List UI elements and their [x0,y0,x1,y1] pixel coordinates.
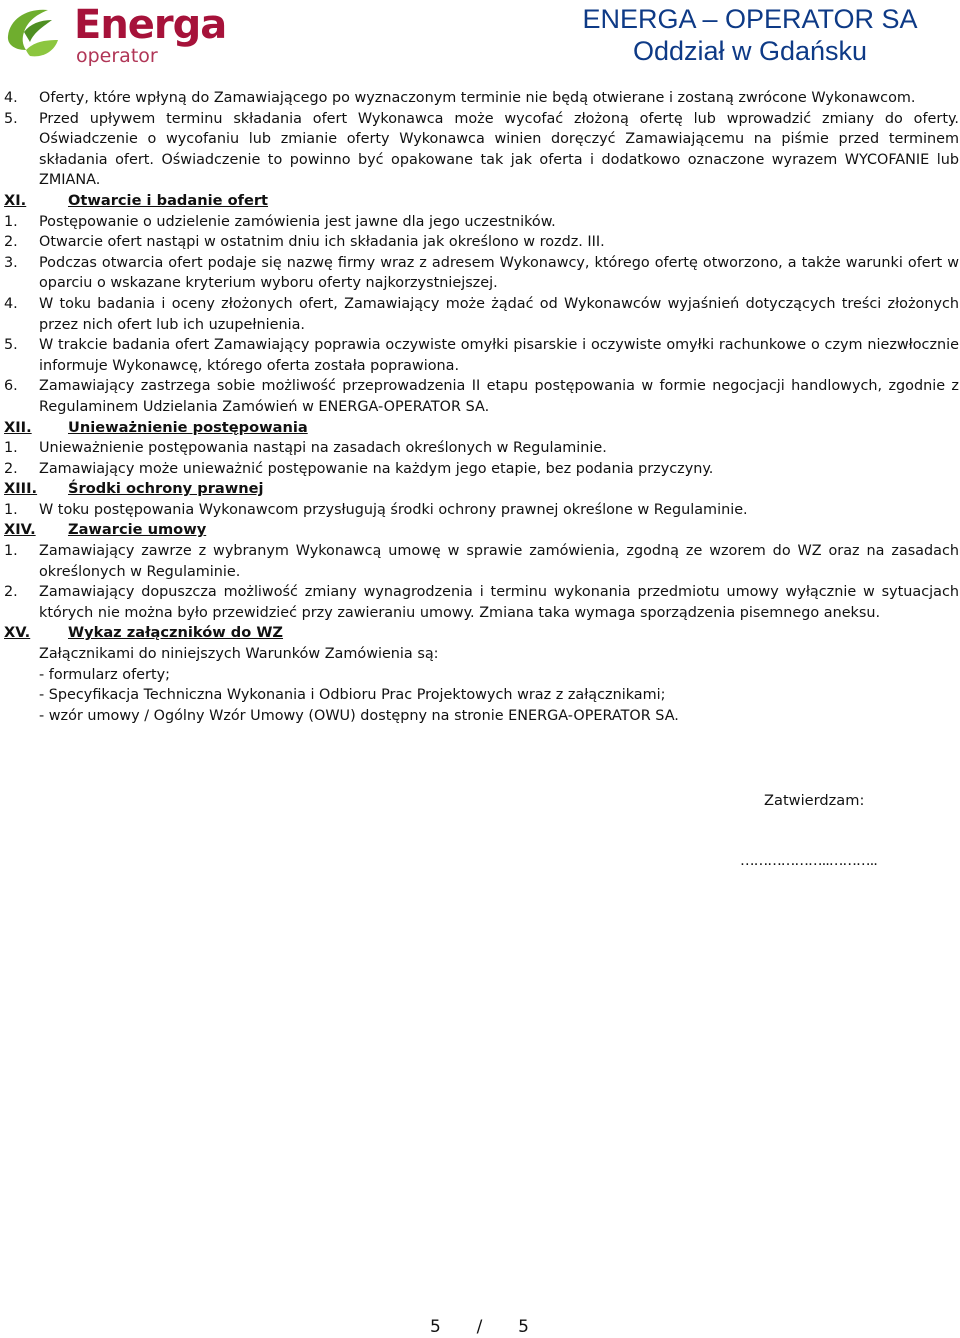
list-item [4,438,959,459]
leaf-icon [4,6,68,62]
company-name-block [540,3,960,67]
list-item [4,232,959,253]
section-number: XIII. [4,480,38,498]
company-name: ENERGA – OPERATOR SA [582,4,918,34]
section-title: Zawarcie umowy [68,521,207,539]
attachment-item: - wzór umowy / Ogólny Wzór Umowy (OWU) dostępny na stronie ENERGA-OPERATOR SA. [39,707,679,724]
section-title: Otwarcie i badanie ofert [68,191,269,209]
page-number [0,1317,960,1337]
item-number: 4. [4,295,18,312]
item-text: Zamawiający może unieważnić postępowanie na każdym jego etapie, bez podania przyczyny. [39,460,714,477]
section-number: XII. [4,418,32,436]
attachment-item: - Specyfikacja Techniczna Wykonania i Odbioru Prac Projektowych wraz z załącznikami; [39,687,666,704]
section-heading [4,191,959,212]
attachment-item: - formularz oferty; [39,666,170,683]
document-body [4,88,959,726]
item-text: W toku postępowania Wykonawcom przysługują środki ochrony prawnej określone w Regulaminie. [39,501,748,518]
item-text: Zamawiający zawrze z wybranym Wykonawcą umowę w sprawie zamówienia, zgodną ze wzorem do WZ oraz na zasadach określonych w Regulaminie. [39,543,959,580]
logo-subtitle: operator [76,45,158,67]
list-item [4,500,959,521]
item-text: W trakcie badania ofert Zamawiający poprawia oczywiste omyłki pisarskie i oczywiste omyłki rachunkowe o czym niezwłocznie informuje Wykonawcę, którego oferta została poprawiona. [39,337,959,374]
current-page: 5 [429,1317,442,1337]
attachments-intro: Załącznikami do niniejszych Warunków Zamówienia są: [39,646,439,663]
section-number: XIV. [4,521,36,539]
item-number: 5. [4,337,18,354]
section-heading [4,479,959,500]
list-item [4,109,959,191]
item-number: 6. [4,378,18,395]
section-number: XI. [4,191,27,209]
section-number: XV. [4,624,31,642]
list-item [4,88,959,109]
page-header [0,0,960,80]
total-pages: 5 [518,1317,530,1337]
section-heading [4,520,959,541]
section-title: Wykaz załączników do WZ [68,624,284,642]
item-number: 5. [4,110,18,127]
approval-label: Zatwierdzam: [764,792,865,809]
item-number: 1. [4,501,18,518]
item-number: 2. [4,584,18,601]
list-item [4,459,959,480]
section-title: Unieważnienie postępowania [68,418,308,436]
item-number: 3. [4,254,18,271]
item-text: W toku badania i oceny złożonych ofert, Zamawiający może żądać od Wykonawców wyjaśnień dotyczących treści złożonych przez nich ofert lub ich uzupełnienia. [39,295,959,333]
signature-line: ………………..……….. [740,852,877,869]
section-heading [4,623,959,644]
logo-wordmark: Energa [74,2,227,48]
item-text: Zamawiający zastrzega sobie możliwość przeprowadzenia II etapu postępowania w formie negocjacji handlowych, zgodnie z Regulaminem Udzielania Zamówień w ENERGA-OPERATOR SA. [39,378,959,415]
list-item [4,582,959,623]
section-heading [4,418,959,439]
branch-name: Oddział w Gdańsku [632,36,868,66]
item-number: 2. [4,234,18,251]
item-text: Postępowanie o udzielenie zamówienia jest jawne dla jego uczestników. [39,213,556,230]
item-text: Unieważnienie postępowania nastąpi na zasadach określonych w Regulaminie. [39,440,607,457]
list-item [4,376,959,417]
list-item [4,212,959,233]
item-text: Oferty, które wpłyną do Zamawiającego po wyznaczonym terminie nie będą otwierane i zostaną zwrócone Wykonawcom. [39,90,916,106]
list-item [4,253,959,294]
item-text: Przed upływem terminu składania ofert Wykonawca może wycofać złożoną ofertę lub wprowadzić zmiany do oferty. Oświadczenie o wycofaniu lub zmianie oferty Wykonawca winien doręczyć Zamawiającemu na piśmie przed terminem składania ofert. Oświadczenie to powinno być opakowane tak jak oferta i dodatkowo oznaczone wyrazem WYCOFANIE lub ZMIANA. [39,110,959,189]
item-number: 2. [4,460,18,477]
page-separator: / [476,1317,484,1337]
item-text: Zamawiający dopuszcza możliwość zmiany wynagrodzenia i terminu wykonania przedmiotu umowy wyłącznie w sytuacjach których nie można było przewidzieć przy zawieraniu umowy. Zmiana taka wymaga sporządzenia pisemnego aneksu. [39,584,959,621]
list-item [4,541,959,582]
item-number: 1. [4,440,18,457]
item-text: Podczas otwarcia ofert podaje się nazwę firmy wraz z adresem Wykonawcy, którego ofertę otworzono, a także warunki ofert w oparciu o wskazane kryterium wyboru oferty najkorzystniejszej. [39,254,959,292]
item-number: 4. [4,90,18,106]
list-item [4,335,959,376]
energa-operator-logo [4,2,227,70]
item-number: 1. [4,543,18,560]
item-text: Otwarcie ofert nastąpi w ostatnim dniu ich składania jak określono w rozdz. III. [39,234,605,251]
list-item [4,294,959,335]
item-number: 1. [4,213,18,230]
section-title: Środki ochrony prawnej [68,480,264,498]
